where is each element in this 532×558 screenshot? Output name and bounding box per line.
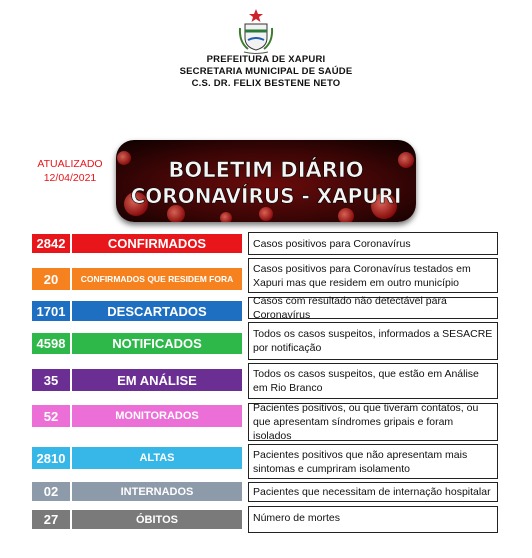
- desc-discharged: Pacientes positivos que não apresentam mais sintomas e cumpriram isolamento: [248, 444, 498, 479]
- header-centro-saude: C.S. DR. FELIX BESTENE NETO: [191, 78, 341, 89]
- label-confirmed: CONFIRMADOS: [72, 234, 242, 253]
- desc-discarded: Casos com resultado não detectável para Coronavírus: [248, 297, 498, 319]
- count-notified: 4598: [32, 333, 70, 354]
- desc-resident-out: Casos positivos para Coronavírus testados em Xapuri mas que residem em outro município: [248, 258, 498, 293]
- count-confirmed: 2842: [32, 234, 70, 253]
- count-discarded: 1701: [32, 301, 70, 321]
- label-discharged: ALTAS: [72, 447, 242, 469]
- banner-title-line1: BOLETIM DIÁRIO: [168, 158, 364, 182]
- desc-monitored: Pacientes positivos, ou que tiveram contatos, ou que apresentam síndromes gripais e foram isolados: [248, 403, 498, 441]
- header-secretaria: SECRETARIA MUNICIPAL DE SAÚDE: [179, 66, 353, 77]
- count-resident-out: 20: [32, 268, 70, 290]
- label-monitored: MONITORADOS: [72, 405, 242, 427]
- label-deaths: ÓBITOS: [72, 510, 242, 529]
- municipal-seal-logo: [236, 8, 276, 56]
- desc-confirmed: Casos positivos para Coronavírus: [248, 232, 498, 255]
- header-prefeitura: PREFEITURA DE XAPURI: [206, 54, 326, 65]
- desc-analysis: Todos os casos suspeitos, que estão em Análise em Rio Branco: [248, 363, 498, 399]
- count-discharged: 2810: [32, 447, 70, 469]
- label-analysis: EM ANÁLISE: [72, 369, 242, 391]
- banner-title-line2: CORONAVÍRUS - XAPURI: [130, 184, 402, 208]
- label-hospitalized: INTERNADOS: [72, 482, 242, 501]
- count-monitored: 52: [32, 405, 70, 427]
- label-discarded: DESCARTADOS: [72, 301, 242, 321]
- count-analysis: 35: [32, 369, 70, 391]
- updated-label: ATUALIZADO: [37, 158, 103, 170]
- label-notified: NOTIFICADOS: [72, 333, 242, 354]
- desc-deaths: Número de mortes: [248, 506, 498, 533]
- desc-notified: Todos os casos suspeitos, informados a SESACRE por notificação: [248, 322, 498, 360]
- bulletin-banner: [116, 140, 416, 222]
- updated-date: 12/04/2021: [43, 172, 97, 184]
- label-resident-out: CONFIRMADOS QUE RESIDEM FORA: [72, 268, 242, 290]
- count-hospitalized: 02: [32, 482, 70, 501]
- count-deaths: 27: [32, 510, 70, 529]
- desc-hospitalized: Pacientes que necessitam de internação hospitalar: [248, 482, 498, 502]
